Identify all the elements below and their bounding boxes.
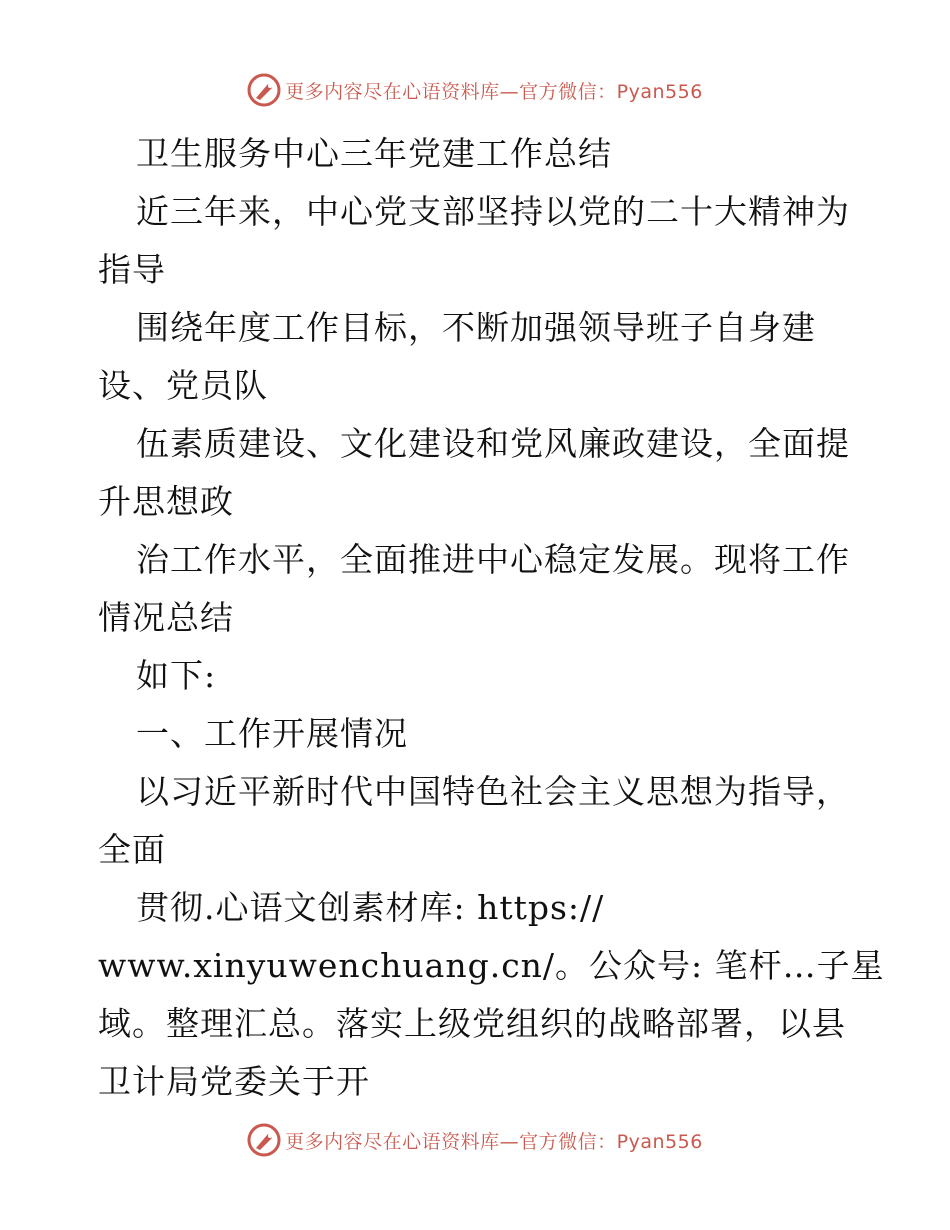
text-line: 域。整理汇总。落实上级党组织的战略部署，以县 <box>98 1004 846 1043</box>
text-line: 治工作水平，全面推进中心稳定发展。现将工作 <box>136 540 850 579</box>
doc-title: 卫生服务中心三年党建工作总结 <box>136 134 612 173</box>
text-line: 升思想政 <box>98 482 234 521</box>
header-banner-text: 更多内容尽在心语资料库—官方微信：Pyan556 <box>285 80 703 103</box>
footer-banner-text: 更多内容尽在心语资料库—官方微信：Pyan556 <box>285 1130 703 1153</box>
text-line: www.xinyuwenchuang.cn/。公众号: 笔杆…子星 <box>98 946 885 985</box>
footer-banner <box>0 1120 950 1160</box>
pen-logo-icon <box>247 73 281 107</box>
text-line: 以习近平新时代中国特色社会主义思想为指导， <box>136 772 850 811</box>
text-line: 全面 <box>98 830 166 869</box>
header-banner <box>0 70 950 110</box>
text-line: 卫计局党委关于开 <box>98 1062 370 1101</box>
document-body <box>98 125 885 1111</box>
text-line: 设、党员队 <box>98 366 268 405</box>
pen-logo-icon <box>247 1123 281 1157</box>
text-line: 如下: <box>136 656 217 695</box>
section-heading: 一、工作开展情况 <box>136 714 408 753</box>
text-line: 贯彻.心语文创素材库: https:// <box>136 888 605 927</box>
text-line: 情况总结 <box>98 598 234 637</box>
text-line: 伍素质建设、文化建设和党风廉政建设，全面提 <box>136 424 850 463</box>
text-line: 近三年来，中心党支部坚持以党的二十大精神为 <box>136 192 850 231</box>
text-line: 指导 <box>98 250 166 289</box>
text-line: 围绕年度工作目标，不断加强领导班子自身建 <box>136 308 816 347</box>
